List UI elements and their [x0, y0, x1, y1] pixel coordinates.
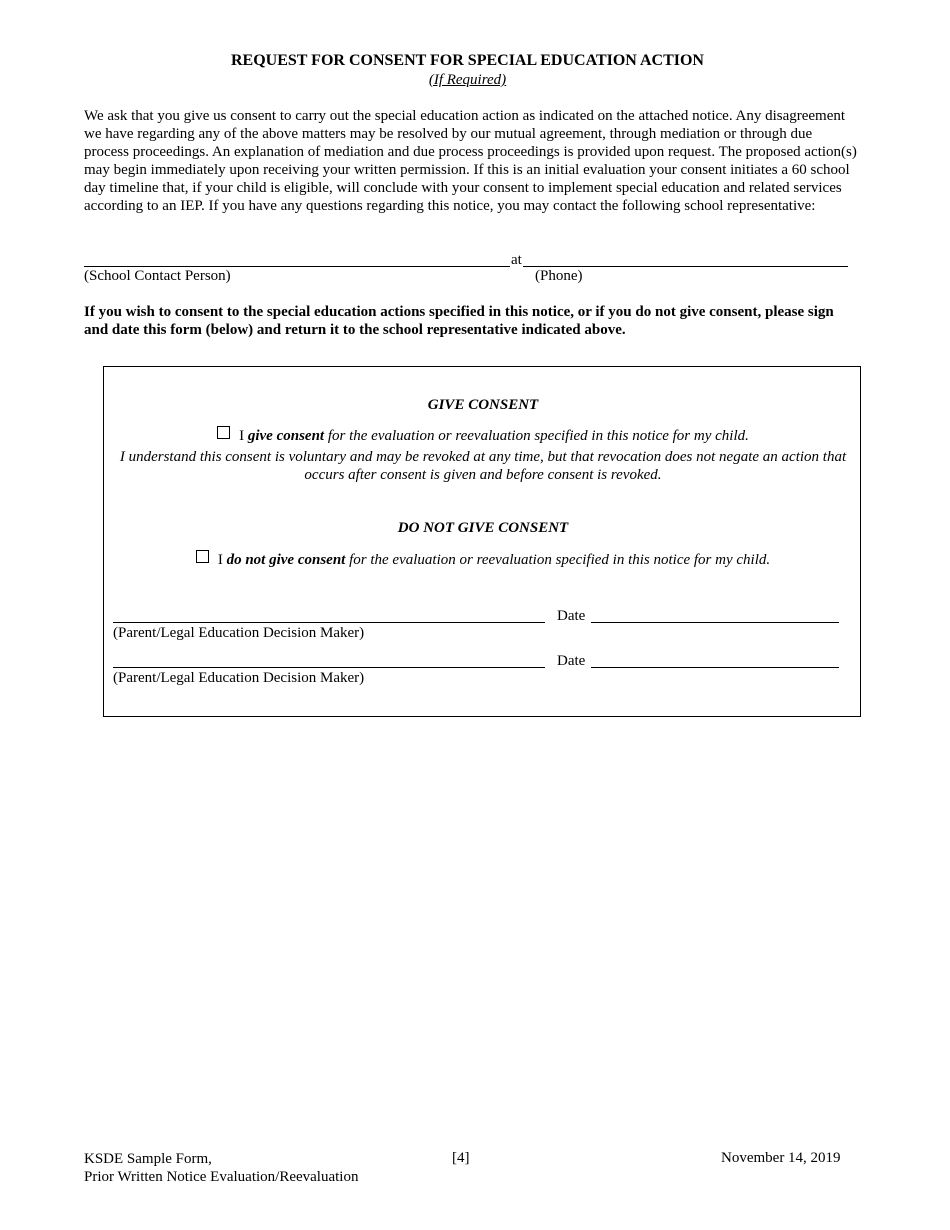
parent-signature-field[interactable]	[113, 607, 545, 623]
give-consent-heading: GIVE CONSENT	[427, 397, 539, 413]
signature-date-field[interactable]	[591, 607, 839, 623]
signing-instructions: If you wish to consent to the special education actions specified in this notice, or if you do not give consent, please sign and date this form (below) and return it to the school representative indicated above.	[84, 304, 834, 338]
school-contact-person-label: (School Contact Person)	[84, 268, 231, 284]
footer-form-line-2: Prior Written Notice Evaluation/Reevaluation	[84, 1169, 359, 1185]
page-subtitle: (If Required)	[428, 72, 507, 88]
contact-at-label: at	[511, 252, 522, 268]
consent-box	[103, 366, 861, 717]
give-consent-checkbox[interactable]	[217, 426, 230, 439]
date-label: Date	[557, 653, 586, 669]
do-not-give-consent-option	[104, 550, 862, 569]
do-not-give-consent-prefix: I	[217, 552, 227, 568]
do-not-give-consent-checkbox[interactable]	[196, 550, 209, 563]
signer-label: (Parent/Legal Education Decision Maker)	[113, 625, 365, 641]
footer-form-name	[84, 1150, 358, 1186]
signature-row	[113, 652, 849, 688]
school-contact-phone-label: (Phone)	[535, 268, 583, 284]
do-not-give-consent-suffix: for the evaluation or reevaluation specified in this notice for my child.	[345, 552, 771, 568]
school-contact-person-field[interactable]	[84, 251, 510, 267]
signer-label: (Parent/Legal Education Decision Maker)	[113, 670, 365, 686]
school-contact-phone-field[interactable]	[523, 251, 848, 267]
page-title: REQUEST FOR CONSENT FOR SPECIAL EDUCATION ACTION	[231, 52, 704, 69]
do-not-give-consent-heading: DO NOT GIVE CONSENT	[397, 520, 569, 536]
give-consent-option	[104, 426, 862, 445]
signature-date-field[interactable]	[591, 652, 839, 668]
do-not-give-consent-emphasis: do not give consent	[226, 552, 346, 568]
date-label: Date	[557, 608, 586, 624]
footer-form-line-1: KSDE Sample Form,	[84, 1151, 212, 1167]
revocation-note: I understand this consent is voluntary and may be revoked at any time, but that revocation does not negate an action that occurs after consent is given and before consent is revoked.	[119, 449, 847, 483]
give-consent-suffix: for the evaluation or reevaluation specified in this notice for my child.	[324, 428, 749, 444]
school-contact-row	[84, 251, 848, 269]
give-consent-prefix: I	[239, 428, 248, 444]
intro-paragraph: We ask that you give us consent to carry out the special education action as indicated on the attached notice. Any disagreement we have regarding any of the above matters may be resolved by our mutual agreement, through mediation or through due process proceedings. An explanation of mediation and due process proceedings is provided upon request. The proposed action(s) may begin immediately upon receiving your written permission. If this is an initial evaluation your consent initiates a 60 school day timeline that, if your child is eligible, will conclude with your consent to implement special education and related services according to an IEP. If you have any questions regarding this notice, you may contact the following school representative:	[84, 108, 857, 214]
give-consent-emphasis: give consent	[247, 428, 325, 444]
signature-row	[113, 607, 849, 643]
parent-signature-field[interactable]	[113, 652, 545, 668]
footer-page-number: [4]	[452, 1150, 470, 1166]
footer-date: November 14, 2019	[721, 1150, 841, 1166]
